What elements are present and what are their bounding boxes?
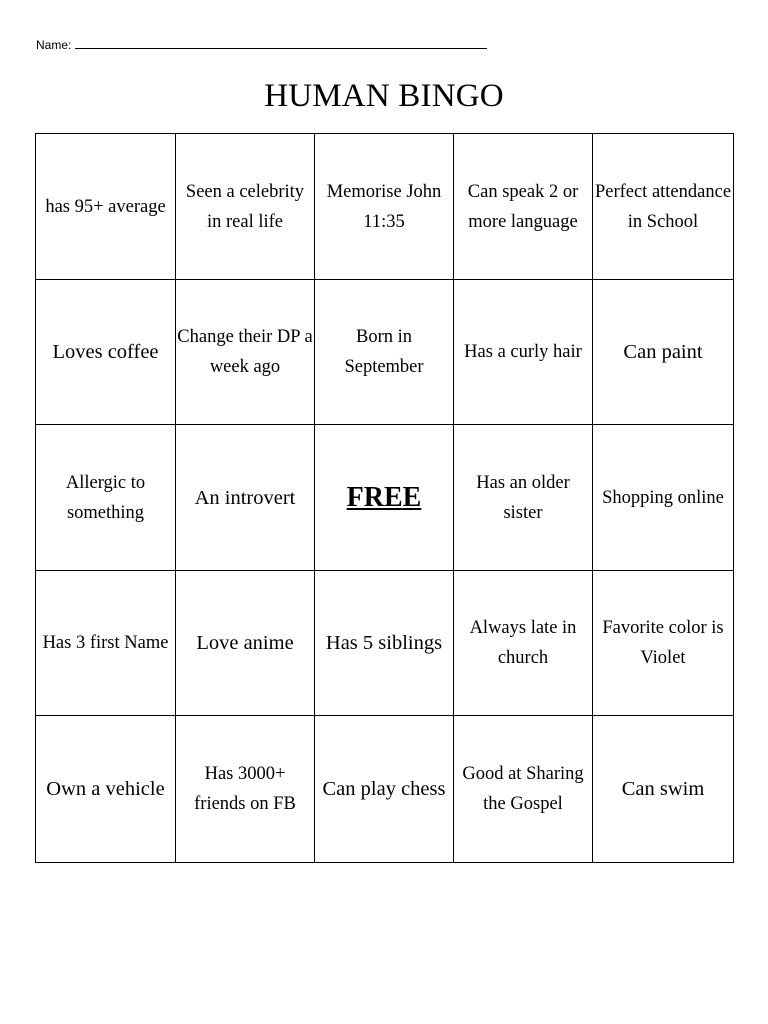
name-blank-line[interactable] (75, 38, 487, 49)
bingo-cell[interactable]: Can paint (593, 280, 733, 425)
bingo-cell[interactable]: Has a curly hair (454, 280, 593, 425)
bingo-cell[interactable]: Love anime (176, 571, 315, 716)
bingo-board (35, 133, 734, 863)
bingo-cell[interactable]: Favorite color is Violet (593, 571, 733, 716)
bingo-cell[interactable]: Good at Sharing the Gospel (454, 716, 593, 862)
bingo-cell[interactable]: Born in September (315, 280, 454, 425)
bingo-cell[interactable]: Loves coffee (36, 280, 176, 425)
bingo-cell[interactable]: Has 3 first Name (36, 571, 176, 716)
bingo-cell[interactable]: Has 3000+ friends on FB (176, 716, 315, 862)
page-title: HUMAN BINGO (264, 78, 504, 114)
bingo-cell[interactable]: Can play chess (315, 716, 454, 862)
bingo-cell[interactable]: An introvert (176, 425, 315, 571)
name-label: Name: (36, 38, 72, 52)
bingo-cell[interactable]: Has 5 siblings (315, 571, 454, 716)
bingo-cell[interactable]: Allergic to something (36, 425, 176, 571)
name-field[interactable] (36, 38, 487, 52)
bingo-cell[interactable]: Always late in church (454, 571, 593, 716)
bingo-cell[interactable]: Shopping online (593, 425, 733, 571)
bingo-cell[interactable]: Own a vehicle (36, 716, 176, 862)
bingo-cell[interactable]: has 95+ average (36, 134, 176, 280)
bingo-cell[interactable]: Change their DP a week ago (176, 280, 315, 425)
bingo-cell[interactable]: Can speak 2 or more language (454, 134, 593, 280)
free-space-cell[interactable]: FREE (315, 425, 454, 571)
bingo-cell[interactable]: Has an older sister (454, 425, 593, 571)
bingo-cell[interactable]: Can swim (621, 778, 705, 800)
bingo-cell[interactable]: Perfect attendance in School (593, 134, 733, 280)
bingo-cell[interactable]: Seen a celebrity in real life (176, 134, 315, 280)
bingo-cell[interactable]: Memorise John 11:35 (315, 134, 454, 280)
